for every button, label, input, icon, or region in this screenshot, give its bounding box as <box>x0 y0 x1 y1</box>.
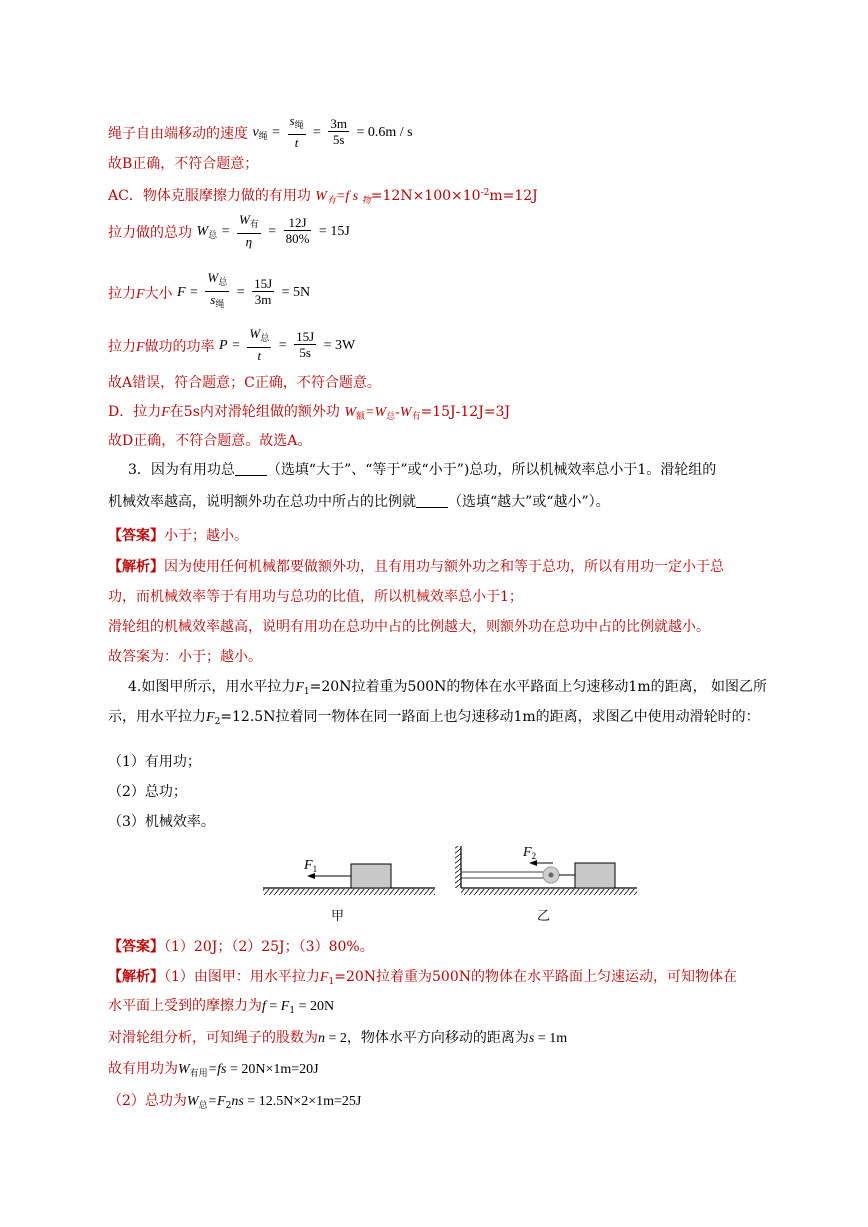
text: = 2，物体水平方向移动的距离为 <box>325 1031 529 1046</box>
label-f2: $F_2$ <box>523 845 537 861</box>
sub: 总 <box>208 230 218 241</box>
explanation-4-line-4 <box>108 1059 868 1084</box>
question-4-item-1: （1）有用功； <box>108 754 201 770</box>
pulley-axle <box>549 873 554 878</box>
explanation-tag: 【解析】 <box>108 559 164 575</box>
var-n: n <box>318 1031 325 1046</box>
question-4-item-3: （3）机械效率。 <box>108 814 215 830</box>
fraction <box>294 329 316 360</box>
sub: 有 <box>411 412 421 422</box>
sub: 有 <box>326 195 336 205</box>
explanation-3-line-4: 故答案为：小于；越小。 <box>108 649 262 665</box>
answer-4 <box>108 937 868 957</box>
text: =20N拉着重为500N的物体在水平路面上匀速移动1m的距离， 如图乙所 <box>309 679 768 695</box>
answer-text: （1）20J；（2）25J；（3）80%。 <box>164 939 374 955</box>
fraction <box>237 212 261 249</box>
var-f: F <box>295 680 304 695</box>
text: 绳子自由端移动的速度 <box>108 125 248 142</box>
figure-jia <box>263 858 435 924</box>
formula-total-work: $W_总$ = $\frac{W_有}{\eta}$ = $\frac{12J}{80\%}$ = 15J <box>196 212 350 249</box>
text: 在5s内对滑轮组做的额外功 <box>169 404 340 420</box>
explanation-4-line-1 <box>108 967 868 992</box>
fill-blank <box>416 493 448 508</box>
explanation-4-line-2 <box>108 996 868 1021</box>
explanation-4-line-5 <box>108 1091 868 1116</box>
num: W <box>238 212 250 227</box>
text: 4.如图甲所示，用水平拉力 <box>128 679 296 695</box>
explanation-tag: 【解析】 <box>108 969 164 985</box>
num: W <box>207 270 219 285</box>
label-jia: 甲 <box>331 909 345 924</box>
explanation-4-line-3 <box>108 1028 868 1049</box>
question-4-line-2 <box>108 707 868 732</box>
explanation-3-line-1 <box>108 557 868 577</box>
text: 拉力做的总功 <box>108 224 192 241</box>
eq: = <box>265 999 281 1014</box>
text: 拉力 <box>108 285 136 302</box>
var-f: f <box>262 999 266 1014</box>
den: t <box>294 135 299 150</box>
text: =12N×100×10 <box>370 188 481 204</box>
sub: 1 <box>303 687 310 697</box>
answer-tag: 【答案】 <box>108 528 164 544</box>
block <box>351 864 391 888</box>
result: = 20N×1m=20J <box>226 1062 319 1077</box>
result: = 20N <box>295 999 335 1014</box>
var-w: W <box>196 223 209 239</box>
text: （选填“越大”或“越小”）。 <box>448 494 610 510</box>
text: 机械效率越高，说明额外功在总功中所占的比例就 <box>108 494 416 510</box>
text: 做功的功率 <box>144 338 215 355</box>
result: = 15J <box>318 223 350 239</box>
text: 因为使用任何机械都要做额外功，且有用功与额外功之和等于总功，所以有用功一定小于总 <box>164 559 724 575</box>
physics-figure <box>255 840 645 925</box>
result: = 5N <box>281 284 311 300</box>
var-w: =W <box>365 405 387 420</box>
text: =fs <box>207 1062 227 1077</box>
var-w: W <box>315 189 327 204</box>
solution-line-useful-work <box>108 183 868 210</box>
text: m=12J <box>489 188 538 204</box>
text: =f s <box>335 189 362 204</box>
text: 大小 <box>144 285 173 302</box>
sub: 绳 <box>294 121 304 131</box>
answer-tag: 【答案】 <box>108 939 164 955</box>
solution-line: 故D正确，不符合题意。故选A。 <box>108 433 312 449</box>
text: 水平面上受到的摩擦力为 <box>108 998 262 1014</box>
text: D．拉力 <box>108 404 162 420</box>
label-f1: $F_1$ <box>304 858 318 874</box>
num: W <box>249 326 261 341</box>
var-f: F <box>206 710 215 725</box>
fraction <box>205 270 229 313</box>
text: =F <box>207 1094 226 1109</box>
question-4-line-1 <box>128 677 868 702</box>
den: 3m <box>254 292 272 307</box>
fraction <box>288 113 306 150</box>
explanation-3-line-2: 功，而机械效率等于有用功与总功的比值，所以机械效率总小于1； <box>108 589 523 605</box>
ground-hatch <box>263 889 435 895</box>
result: = 3W <box>323 337 356 353</box>
fraction <box>252 276 274 307</box>
solution-line: 故A错误，符合题意；C正确，不符合题意。 <box>108 375 381 391</box>
fraction <box>284 215 312 246</box>
text: =20N拉着重为500N的物体在水平路面上匀速运动，可知物体在 <box>334 969 737 985</box>
fill-blank <box>235 461 267 476</box>
num: 15J <box>254 276 273 291</box>
text: 拉力 <box>108 338 136 355</box>
sub: 2 <box>214 717 221 727</box>
text: （2）总功为 <box>108 1093 187 1109</box>
var-v: v <box>252 124 259 140</box>
block <box>575 863 615 888</box>
question-3-line-1 <box>128 460 868 480</box>
sub: 1 <box>328 977 335 987</box>
var-w: -W <box>395 405 412 420</box>
den: η <box>245 234 253 249</box>
sub: 总 <box>218 278 228 288</box>
text: ns <box>231 1094 244 1109</box>
var-p: P <box>219 337 228 353</box>
sub: 1 <box>289 1006 296 1016</box>
var-f: F <box>136 339 145 355</box>
answer-text: 小于；越小。 <box>164 528 248 544</box>
formula-rope-speed: $v_绳$ = $\frac{s_绳}{t}$ = $\frac{3m}{5s}$ = 0.6m / s <box>252 113 413 150</box>
sub: 2 <box>225 1101 232 1111</box>
text: 故有用功为 <box>108 1061 178 1077</box>
var-w: W <box>178 1062 190 1077</box>
solution-line-power <box>108 326 868 363</box>
ground-hatch <box>461 889 637 895</box>
var-f: F <box>319 970 329 985</box>
text: （选填“大于”、“等于”或“小于”)总功，所以机械效率总小于1。滑轮组的 <box>266 462 717 478</box>
text: （1）由图甲：用水平拉力 <box>164 969 320 985</box>
solution-line: 故B正确，不符合题意； <box>108 156 259 172</box>
formula-force: F = $\frac{W_总}{s_绳}$ = $\frac{15J}{3m}$ = 5N <box>177 284 310 300</box>
sup: -2 <box>480 188 490 198</box>
sub: 总 <box>198 1101 208 1111</box>
num: 15J <box>296 329 315 344</box>
label-yi: 乙 <box>537 909 551 924</box>
fraction <box>247 326 271 363</box>
text: 对滑轮组分析，可知绳子的股数为 <box>108 1030 318 1046</box>
text: =15J-12J=3J <box>420 404 511 420</box>
var-f: F <box>161 405 170 420</box>
den: s <box>210 292 216 307</box>
num: 3m <box>330 116 348 131</box>
question-3-line-2 <box>108 492 868 512</box>
explanation-3-line-3: 滑轮组的机械效率越高，说明有用功在总功中占的比例越大，则额外功在总功中占的比例就越小。 <box>108 619 710 635</box>
den: 5s <box>299 345 311 360</box>
text: =12.5N拉着同一物体在同一路面上也匀速移动1m的距离，求图乙中使用动滑轮时的： <box>220 709 760 725</box>
var-s: s <box>528 1031 535 1046</box>
den: 5s <box>332 132 345 147</box>
sub: 总 <box>260 334 270 344</box>
figure-yi <box>455 845 637 924</box>
num: s <box>289 113 295 128</box>
sub: 总 <box>386 412 396 422</box>
question-4-item-2: （2）总功； <box>108 784 187 800</box>
wall-hatch <box>455 846 461 888</box>
sub: 绳 <box>258 131 268 142</box>
var-F: F <box>280 999 290 1014</box>
text: 示，用水平拉力 <box>108 709 206 725</box>
var-w: W <box>186 1094 199 1109</box>
sub: 绳 <box>215 300 225 310</box>
den: 80% <box>285 231 310 246</box>
formula-power: P = $\frac{W_总}{t}$ = $\frac{15J}{5s}$ = 3W <box>219 326 356 363</box>
sub: 额 <box>356 412 366 422</box>
solution-line-rope-speed <box>108 113 868 150</box>
sub: 有 <box>249 220 259 230</box>
solution-line-extra-work <box>108 402 868 427</box>
text: 3．因为有用功总 <box>128 462 235 478</box>
sub: 物 <box>361 195 371 205</box>
solution-line-total-work <box>108 212 868 249</box>
solution-line-force <box>108 270 868 313</box>
var-w: W <box>344 405 357 420</box>
answer-3 <box>108 526 868 546</box>
result: = 0.6m / s <box>356 124 413 140</box>
num: 12J <box>284 215 312 231</box>
var-f: F <box>136 286 145 302</box>
den: t <box>257 348 262 363</box>
text: AC．物体克服摩擦力做的有用功 <box>108 188 316 204</box>
sub: 有用 <box>189 1069 208 1079</box>
result: = 12.5N×2×1m=25J <box>243 1094 362 1109</box>
fraction <box>328 116 349 147</box>
result: = 1m <box>534 1031 568 1046</box>
